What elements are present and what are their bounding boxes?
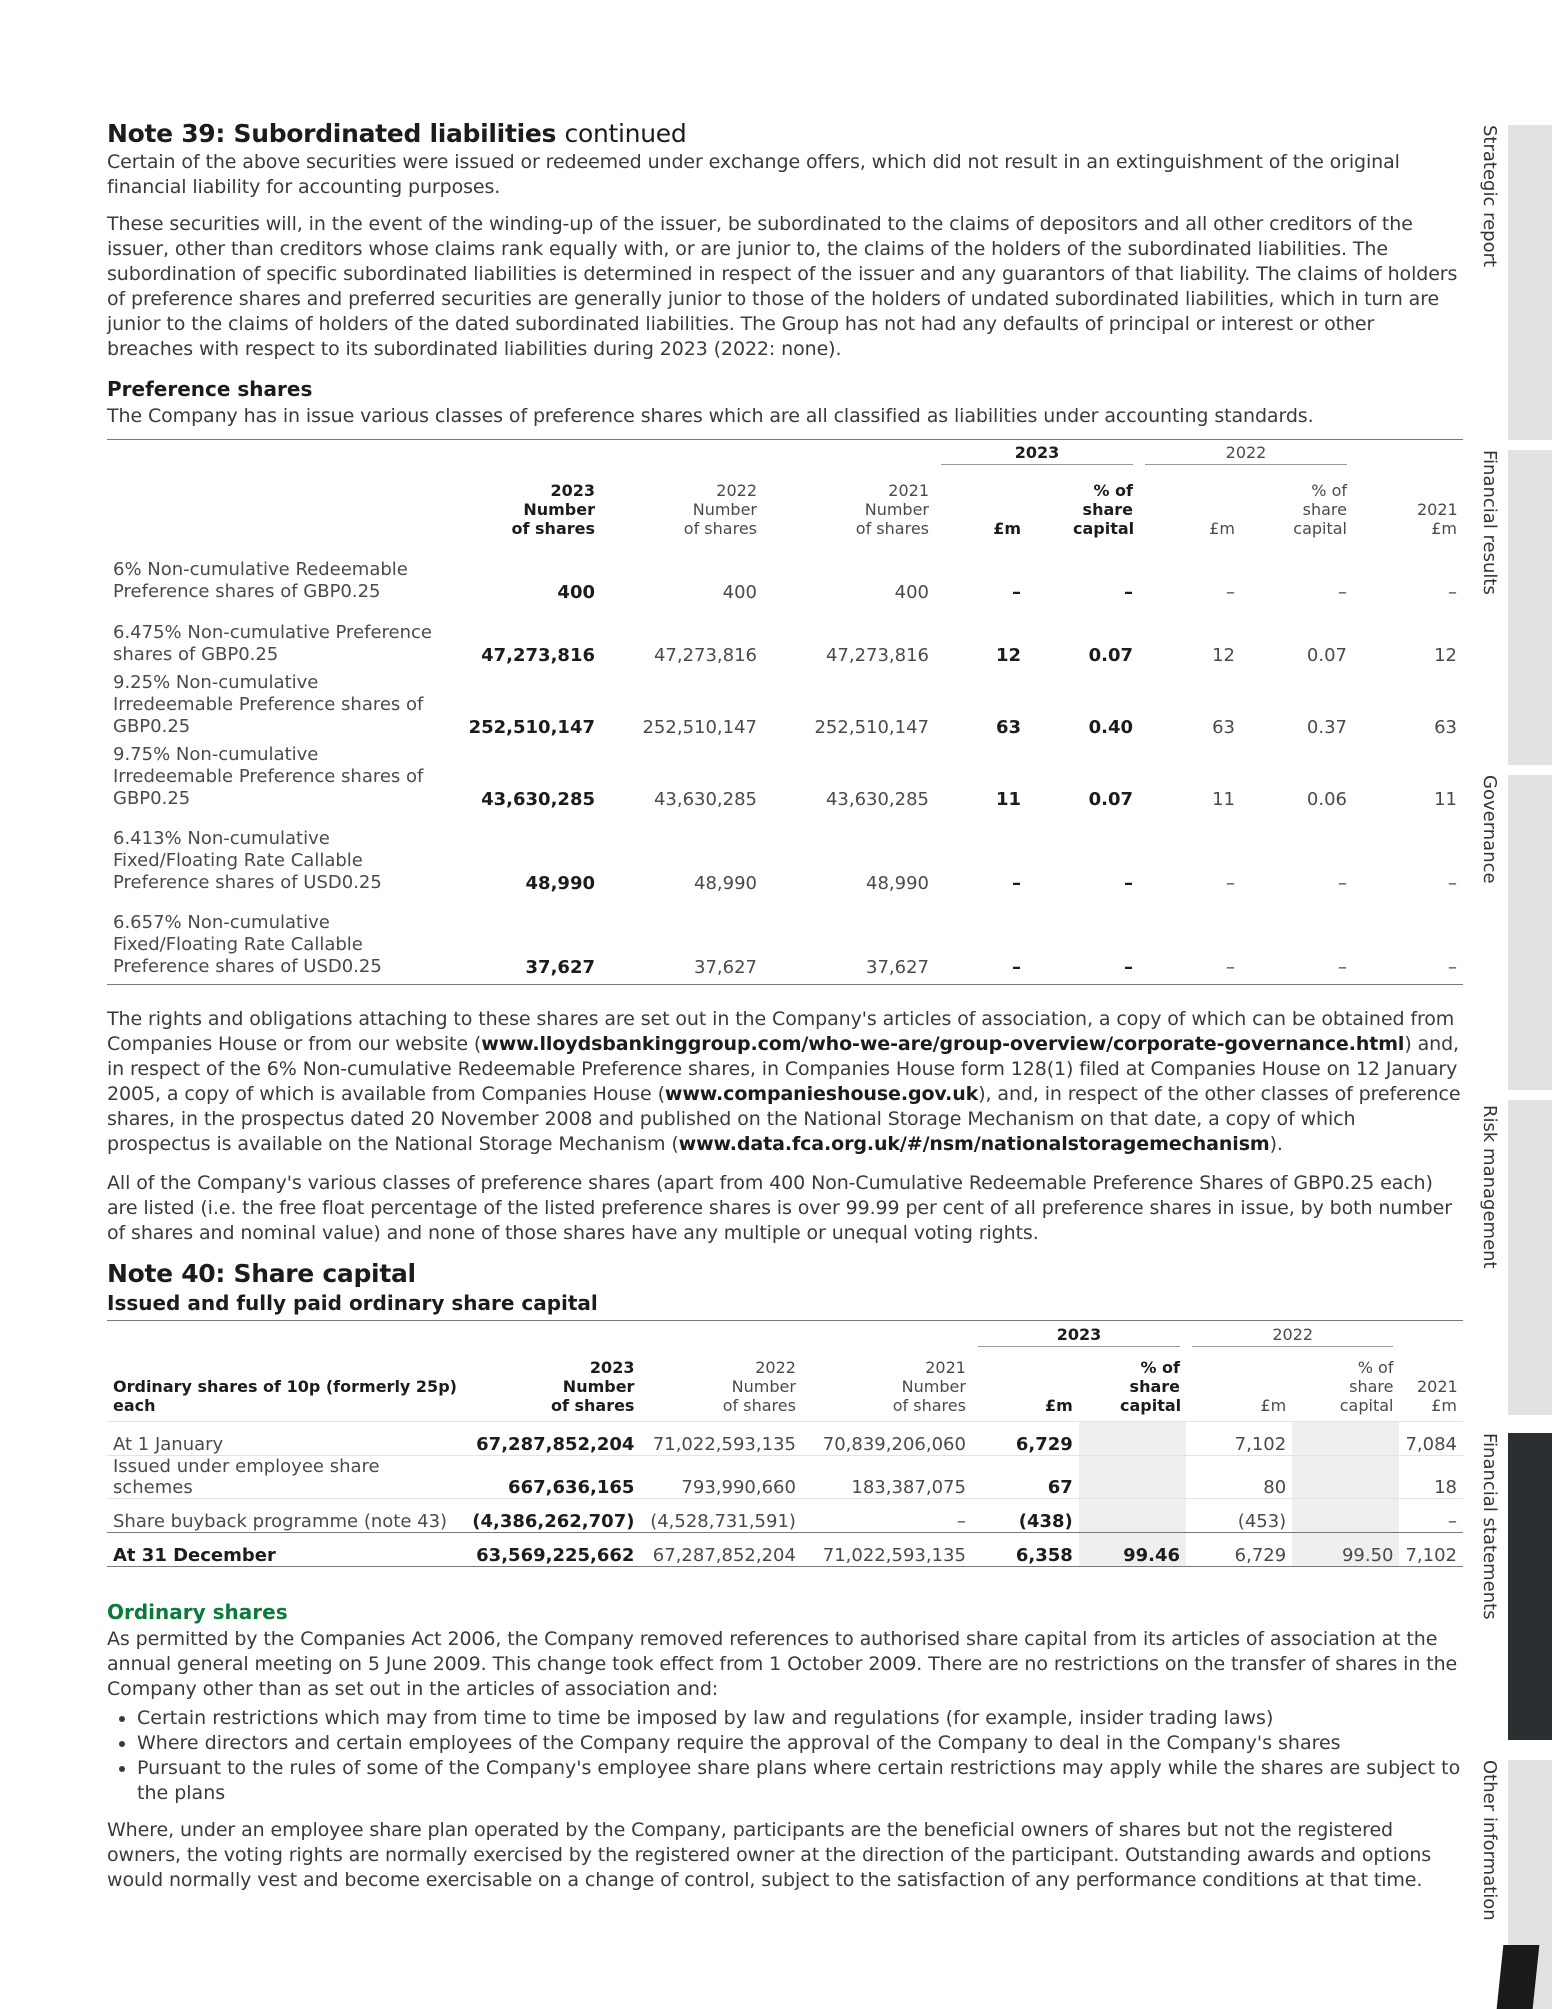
col-header-n2021: 2021 Number of shares (892, 1358, 966, 1415)
col-header-n2021: 2021 Number of shares (855, 481, 929, 538)
tab-strategic-report[interactable] (1508, 125, 1552, 440)
tab-financial-results[interactable] (1508, 450, 1552, 765)
table-row: 9.25% Non-cumulative Irredeemable Preference shares of GBP0.25 252,510,147 252,510,147 252,510,147 63 0.40 63 0.37 63 (113, 672, 1457, 738)
preference-shares-heading: Preference shares (107, 377, 313, 401)
tab-risk-management[interactable] (1508, 1100, 1552, 1415)
table-header-row (107, 1351, 1463, 1422)
list-item: • Pursuant to the rules of some of the Company's employee share plans where certain restrictions may apply while the shares are subject to the plans (137, 1756, 1463, 1806)
col-header-p2022: % of share capital (1293, 481, 1347, 538)
tab-governance[interactable] (1508, 775, 1552, 1090)
section-sidebar: Strategic report Financial results Governance Risk management Financial statements Other information (1470, 115, 1552, 2009)
group-2023-label: 2023 (978, 1325, 1180, 1347)
col-header-p2022: % of share capital (1339, 1358, 1394, 1415)
col-header-m2022: £m (1209, 519, 1235, 538)
col-header-m2023: £m (1044, 1396, 1073, 1415)
list-item: • Certain restrictions which may from time to time be imposed by law and regulations (for example, insider trading laws) (137, 1706, 1463, 1731)
page-edge-marker (1497, 1945, 1540, 2009)
note40-title: Note 40: Share capital (107, 1259, 416, 1288)
group-2023-label: 2023 (941, 443, 1133, 465)
col-header-m2021: 2021 £m (1417, 1377, 1458, 1415)
restrictions-list (107, 1706, 1463, 1806)
table-row: Issued under employee share schemes 667,636,165 793,990,660 183,387,075 67 80 18 (107, 1456, 1463, 1499)
share-capital-table (107, 1320, 1463, 1567)
note39-para1: Certain of the above securities were issued or redeemed under exchange offers, which did not result in an extinguishment of the original financial liability for accounting purposes. (107, 151, 1400, 198)
table-row: 6.413% Non-cumulative Fixed/Floating Rate Callable Preference shares of USD0.25 48,990 48,990 48,990 – – – – – (113, 828, 1457, 894)
preference-shares-table (107, 439, 1463, 985)
fca-nsm-link[interactable]: www.data.fca.org.uk/#/nsm/nationalstoragemechanism (678, 1133, 1270, 1155)
ordinary-shares-paragraph: As permitted by the Companies Act 2006, the Company removed references to authorised share capital from its articles of association at the annual general meeting on 5 June 2009. This change took effect from 1 October 2009. There are no restrictions on the transfer of shares in the Company other than as set out in the articles of association and: (107, 1628, 1458, 1700)
group-2022-label: 2022 (1192, 1325, 1393, 1347)
lloyds-governance-link[interactable]: www.lloydsbankinggroup.com/who-we-are/group-overview/corporate-governance.html (481, 1033, 1405, 1055)
col-header-m2021: 2021 £m (1417, 500, 1458, 538)
table-header-row (107, 468, 1463, 546)
table-row: Share buyback programme (note 43) (4,386,262,707) (4,528,731,591) – (438) (453) – (107, 1499, 1463, 1533)
table-row: 6.475% Non-cumulative Preference shares of GBP0.25 47,273,816 47,273,816 47,273,816 12 0.07 12 0.07 12 (113, 622, 1457, 666)
col-header-p2023: % of share capital (1120, 1358, 1182, 1415)
col-header-m2023: £m (993, 519, 1021, 538)
table-group-header (107, 1321, 1463, 1352)
rights-paragraph: The rights and obligations attaching to these shares are set out in the Company's articles of association, a copy of which can be obtained from Companies House or from our website (www.lloydsbankinggroup.com/who-we-are/group-overview/corporate-governance.html) and, in respect of the 6% Non-cumulative Redeemable Preference shares, in Companies House form 128(1) filed at Companies House on 12 January 2005, a copy of which is available from Companies House (www.companieshouse.gov.uk), and, in respect of the other classes of preference shares, in the prospectus dated 20 November 2008 and published on the National Storage Mechanism on that date, a copy of which prospectus is available on the National Storage Mechanism (www.data.fca.org.uk/#/nsm/nationalstoragemechanism). (107, 1008, 1461, 1155)
table-row: 9.75% Non-cumulative Irredeemable Preference shares of GBP0.25 43,630,285 43,630,285 43,630,285 11 0.07 11 0.06 11 (113, 744, 1457, 810)
note39-title: Note 39: Subordinated liabilities continued (107, 119, 687, 148)
note39-para2: These securities will, in the event of the winding-up of the issuer, be subordinated to the claims of depositors and all other creditors of the issuer, other than creditors whose claims rank equally with, or are junior to, the claims of the holders of the subordinated liabilities. The subordination of specific subordinated liabilities is determined in respect of the issuer and any guarantors of that liability. The claims of holders of preference shares and preferred securities are generally junior to those of the holders of undated subordinated liabilities, which in turn are junior to the claims of holders of the dated subordinated liabilities. The Group has not had any defaults of principal or interest or other breaches with respect to its subordinated liabilities during 2023 (2022: none). (107, 213, 1458, 360)
page-content (107, 118, 1463, 1893)
list-item: • Where directors and certain employees of the Company require the approval of the Company to deal in the Company's shares (137, 1731, 1463, 1756)
table-group-header (107, 440, 1463, 469)
table-row: At 1 January 67,287,852,204 71,022,593,135 70,839,206,060 6,729 7,102 7,084 (107, 1422, 1463, 1456)
col-header-label: Ordinary shares of 10p (formerly 25p) each (113, 1377, 457, 1415)
table-total-row: At 31 December 63,569,225,662 67,287,852,204 71,022,593,135 6,358 99.46 6,729 99.50 7,102 (107, 1533, 1463, 1567)
preference-shares-intro: The Company has in issue various classes of preference shares which are all classified as liabilities under accounting standards. (107, 405, 1314, 427)
col-header-n2022: 2022 Number of shares (683, 481, 757, 538)
employee-plan-paragraph: Where, under an employee share plan operated by the Company, participants are the beneficial owners of shares but not the registered owners, the voting rights are normally exercised by the registered owner at the direction of the participant. Outstanding awards and options would normally vest and become exercisable on a change of control, subject to the satisfaction of any performance conditions at that time. (107, 1819, 1432, 1891)
table-row: 6% Non-cumulative Redeemable Preference shares of GBP0.25 400 400 400 – – – – – (113, 559, 1457, 603)
listed-paragraph: All of the Company's various classes of preference shares (apart from 400 Non-Cumulative Redeemable Preference Shares of GBP0.25 each) are listed (i.e. the free float percentage of the listed preference shares is over 99.99 per cent of all preference shares in issue, by both number of shares and nominal value) and none of those shares have any multiple or unequal voting rights. (107, 1172, 1452, 1244)
col-header-n2022: 2022 Number of shares (722, 1358, 796, 1415)
companies-house-link[interactable]: www.companieshouse.gov.uk (664, 1083, 979, 1105)
col-header-n2023: 2023 Number of shares (511, 481, 595, 538)
ordinary-shares-heading: Ordinary shares (107, 1600, 288, 1624)
col-header-n2023: 2023 Number of shares (550, 1358, 635, 1415)
issued-share-capital-heading: Issued and fully paid ordinary share capital (107, 1291, 598, 1315)
col-header-m2022: £m (1260, 1396, 1287, 1415)
table-row: 6.657% Non-cumulative Fixed/Floating Rate Callable Preference shares of USD0.25 37,627 37,627 37,627 – – – – – (113, 912, 1457, 978)
group-2022-label: 2022 (1145, 443, 1347, 465)
col-header-p2023: % of share capital (1073, 481, 1135, 538)
tab-financial-statements-active[interactable] (1508, 1433, 1552, 1740)
